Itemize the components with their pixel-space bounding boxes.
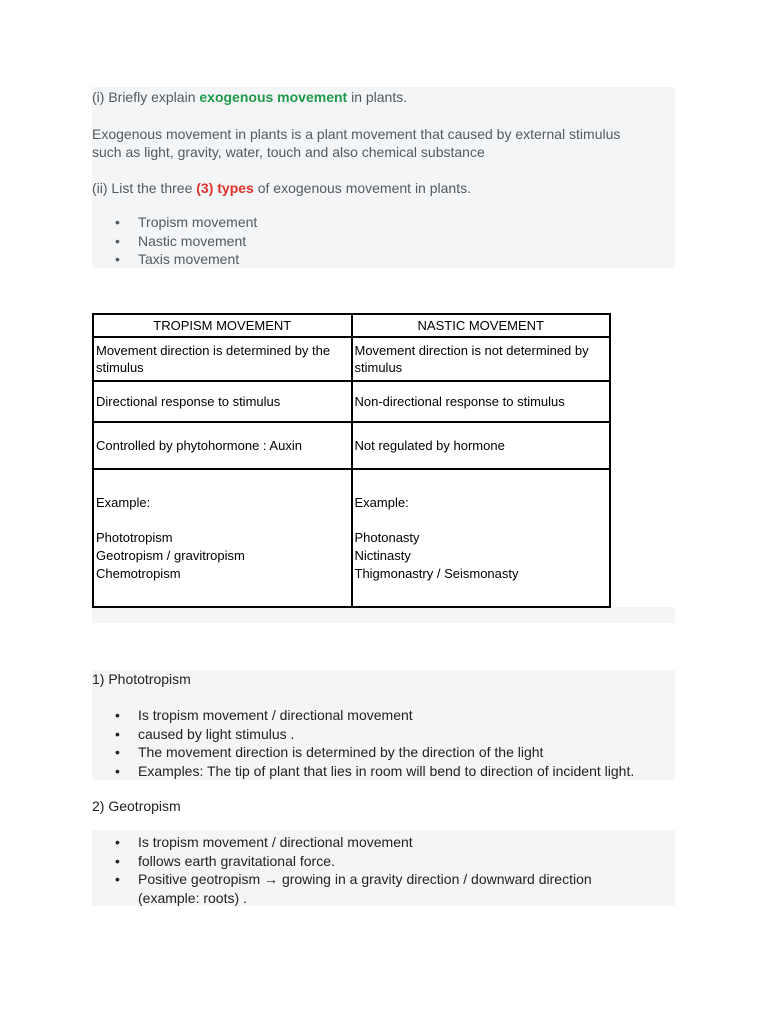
comparison-table — [92, 313, 611, 608]
table-header-row — [93, 314, 610, 337]
geotropism-heading: 2) Geotropism — [92, 798, 181, 814]
table-row — [93, 381, 610, 422]
tropism-examples-cell — [93, 469, 352, 607]
list-item: • follows earth gravitational force. — [92, 852, 592, 871]
question-1-highlight: exogenous movement — [199, 89, 348, 105]
nastic-examples-cell — [352, 469, 611, 607]
list-item: • Examples: The tip of plant that lies in room will bend to direction of incident light. — [92, 762, 634, 781]
example-item: Nictinasty — [354, 548, 411, 563]
question-2: (ii) List the three (3) types of exogenous movement in plants. — [92, 180, 471, 196]
list-item: • Tropism movement — [92, 213, 257, 232]
table-cell: Movement direction is not determined by stimulus — [352, 337, 611, 381]
example-label: Example: — [354, 495, 409, 510]
table-cell: Movement direction is determined by the stimulus — [93, 337, 352, 381]
list-item: • Nastic movement — [92, 232, 257, 251]
list-item: • Is tropism movement / directional movement — [92, 833, 592, 852]
example-item: Phototropism — [96, 530, 173, 545]
example-item: Thigmonastry / Seismonasty — [354, 566, 519, 581]
table-cell: Not regulated by hormone — [352, 422, 611, 469]
example-label: Example: — [96, 495, 151, 510]
header-tropism: TROPISM MOVEMENT — [93, 314, 352, 337]
table-cell: Directional response to stimulus — [93, 381, 352, 422]
table-cell: Non-directional response to stimulus — [352, 381, 611, 422]
shaded-strip-below-table — [92, 607, 675, 623]
list-item: • Positive geotropism → growing in a gravity direction / downward direction — [92, 870, 592, 889]
answer-line-1: Exogenous movement in plants is a plant movement that caused by external stimulus — [92, 126, 621, 142]
list-item: • caused by light stimulus . — [92, 725, 634, 744]
list-item: • The movement direction is determined by the direction of the light — [92, 743, 634, 762]
geotropism-list — [92, 833, 592, 907]
table-row — [93, 337, 610, 381]
list-item: • Is tropism movement / directional movement — [92, 706, 634, 725]
header-nastic: NASTIC MOVEMENT — [352, 314, 611, 337]
phototropism-list — [92, 706, 634, 780]
phototropism-heading: 1) Phototropism — [92, 671, 191, 687]
question-2-highlight: (3) types — [196, 180, 254, 196]
table-cell: Controlled by phytohormone : Auxin — [93, 422, 352, 469]
table-row — [93, 422, 610, 469]
list-item-continuation: (example: roots) . — [138, 889, 247, 906]
question-1: (i) Briefly explain exogenous movement in plants. — [92, 89, 408, 105]
types-list — [92, 213, 257, 269]
list-item: • Taxis movement — [92, 250, 257, 269]
example-item: Photonasty — [354, 530, 420, 545]
example-item: Chemotropism — [96, 566, 181, 581]
example-item: Geotropism / gravitropism — [96, 548, 245, 563]
answer-line-2: such as light, gravity, water, touch and also chemical substance — [92, 144, 485, 160]
table-row-examples — [93, 469, 610, 607]
